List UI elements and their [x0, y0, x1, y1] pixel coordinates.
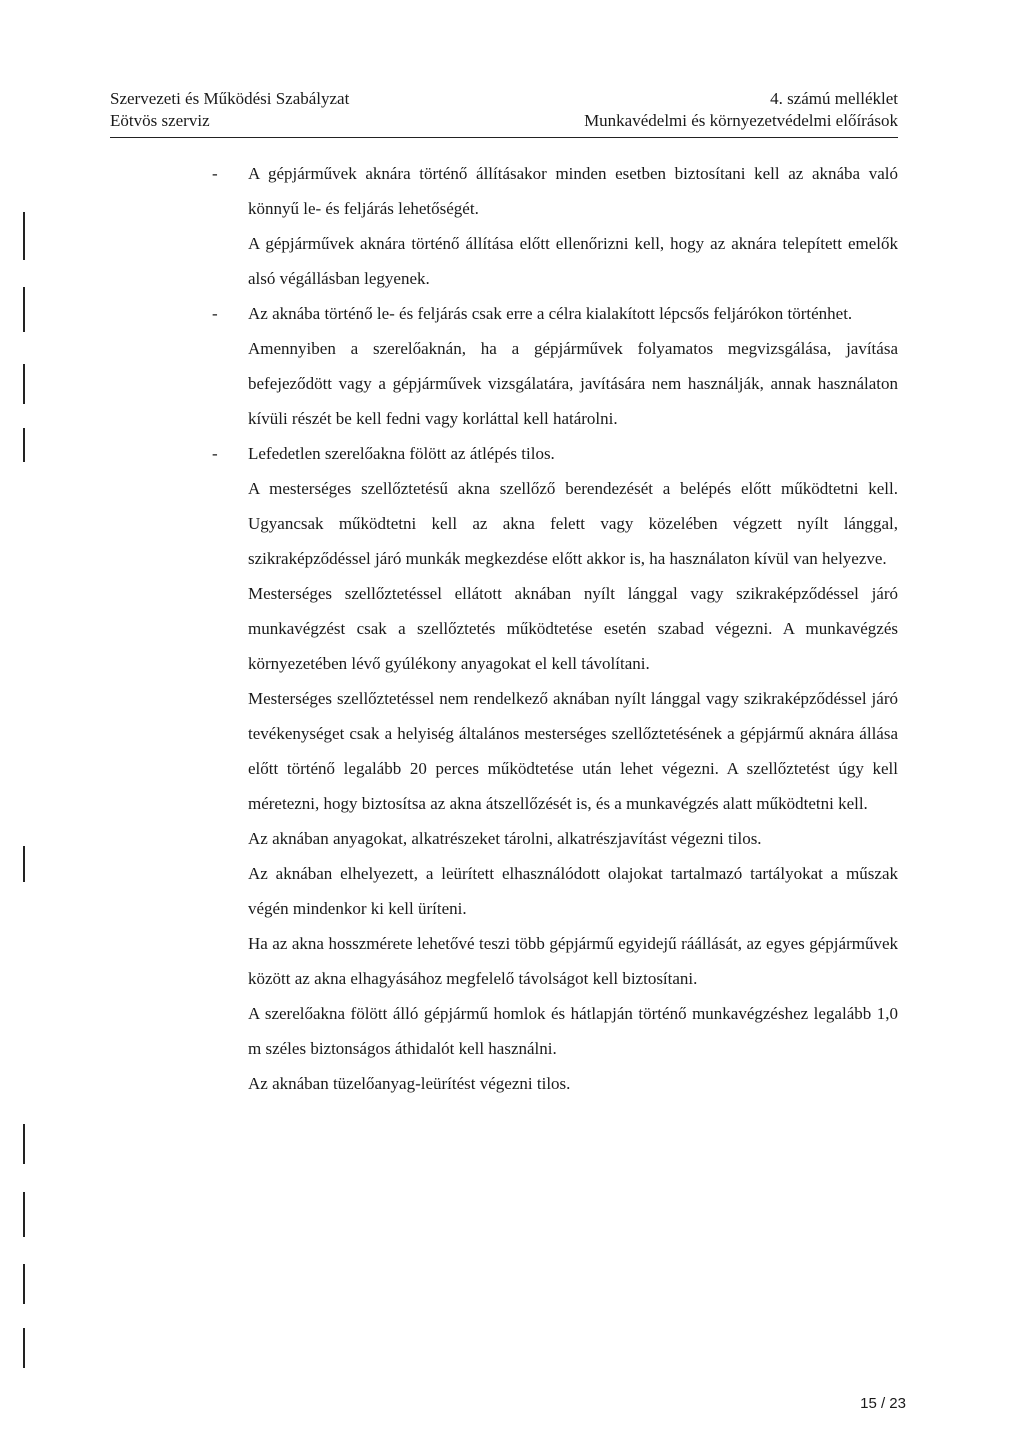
margin-change-bar	[23, 364, 25, 404]
paragraph-4: Amennyiben a szerelőaknán, ha a gépjárművek folyamatos megvizsgálása, javítása befejeződött vagy a gépjárművek vizsgálatára, javítására nem használják, annak használaton kívüli részét be kell fedni vagy korláttal kell határolni.	[248, 339, 898, 428]
paragraph-12: A szerelőakna fölött álló gépjármű homlok és hátlapján történő munkavégzéshez legalább 1,0 m széles biztonságos áthidalót kell használni.	[248, 1004, 898, 1058]
paragraph-5: - Lefedetlen szerelőakna fölött az átlépés tilos.	[248, 436, 898, 471]
paragraph-11: Ha az akna hosszmérete lehetővé teszi több gépjármű egyidejű ráállását, az egyes gépjárművek között az akna elhagyásához megfelelő távolságot kell biztosítani.	[248, 934, 898, 988]
paragraph-1: - A gépjárművek aknára történő állításakor minden esetben biztosítani kell az aknába való könnyű le- és feljárás lehetőségét.	[248, 156, 898, 226]
margin-change-bar	[23, 1328, 25, 1368]
margin-change-bar	[23, 212, 25, 260]
annex-number: 4. számú melléklet	[770, 89, 898, 108]
margin-change-bar	[23, 287, 25, 332]
paragraph-8: Mesterséges szellőztetéssel nem rendelkező aknában nyílt lánggal vagy szikraképződéssel járó tevékenységet csak a helyiség általános mesterséges szellőztetésének a gépjármű aknára állása előtt történő legalább 20 perces működtetése után lehet végezni. A szellőztetést úgy kell méretezni, hogy biztosítsa az akna átszellőzését is, és a munkavégzés alatt működtetni kell.	[248, 689, 898, 813]
document-body	[248, 156, 898, 1101]
header-row-top	[110, 88, 898, 110]
page-number: 15 / 23	[860, 1395, 906, 1412]
header-divider	[110, 137, 898, 138]
page-header	[110, 88, 898, 132]
document-title: Szervezeti és Működési Szabályzat	[110, 89, 350, 108]
margin-change-bar	[23, 1192, 25, 1237]
paragraph-9: Az aknában anyagokat, alkatrészeket tárolni, alkatrészjavítást végezni tilos.	[248, 829, 762, 848]
margin-change-bar	[23, 1264, 25, 1304]
paragraph-6: A mesterséges szellőztetésű akna szellőző berendezését a belépés előtt működtetni kell. Ugyancsak működtetni kell az akna felett vagy közelében végzett nyílt lánggal, szikraképződéssel járó munkák megkezdése előtt akkor is, ha használaton kívül van helyezve.	[248, 479, 898, 568]
margin-change-bar	[23, 1124, 25, 1164]
paragraph-2: A gépjárművek aknára történő állítása előtt ellenőrizni kell, hogy az aknára telepített emelők alsó végállásban legyenek.	[248, 234, 898, 288]
margin-change-bar	[23, 846, 25, 882]
paragraph-13: Az aknában tüzelőanyag-leürítést végezni tilos.	[248, 1074, 571, 1093]
annex-title: Munkavédelmi és környezetvédelmi előírások	[584, 111, 898, 130]
paragraph-10: Az aknában elhelyezett, a leürített elhasználódott olajokat tartalmazó tartályokat a műszak végén mindenkor ki kell üríteni.	[248, 864, 898, 918]
margin-change-bar	[23, 428, 25, 462]
header-row-bottom	[110, 110, 898, 132]
organization-name: Eötvös szerviz	[110, 111, 210, 130]
paragraph-3: - Az aknába történő le- és feljárás csak erre a célra kialakított lépcsős feljárókon történhet.	[248, 296, 898, 331]
paragraph-7: Mesterséges szellőztetéssel ellátott aknában nyílt lánggal vagy szikraképződéssel járó munkavégzést csak a szellőztetés működtetése esetén szabad végezni. A munkavégzés környezetében lévő gyúlékony anyagokat el kell távolítani.	[248, 584, 898, 673]
